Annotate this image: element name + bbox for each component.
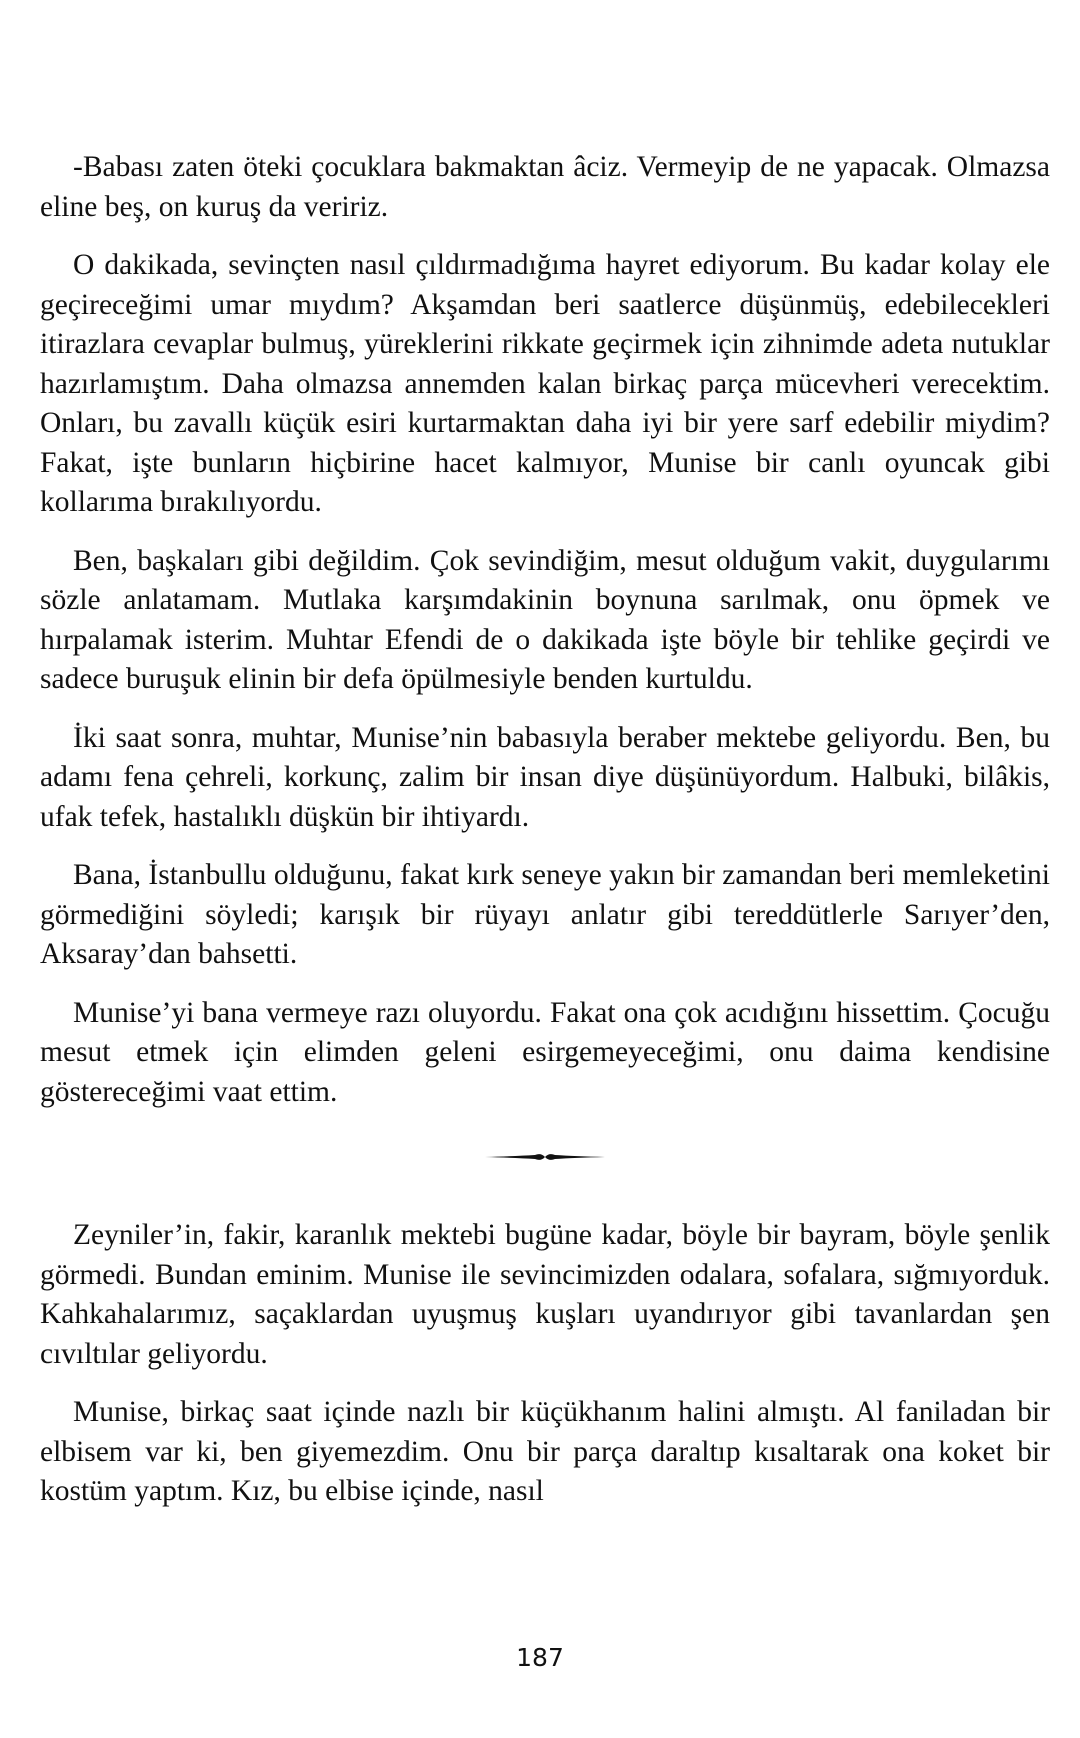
paragraph: -Babası zaten öteki çocuklara bakmaktan âciz. Vermeyip de ne yapacak. Olmazsa eline beş, on kuruş da veririz.: [40, 151, 1050, 223]
paragraph: Munise, birkaç saat içinde nazlı bir küçükhanım halini almıştı. Al faniladan bir elbisem var ki, ben giyemezdim. Onu bir parça daraltıp kısaltarak ona koket bir kostüm yaptım. Kız, bu elbise içinde, nasıl: [40, 1396, 1050, 1507]
page-number: 187: [516, 1643, 564, 1672]
paragraph: İki saat sonra, muhtar, Munise’nin babasıyla beraber mektebe geliyordu. Ben, bu adamı fena çehreli, korkunç, zalim bir insan diye düşünüyordum. Halbuki, bilâkis, ufak tefek, hastalıklı düşkün bir ihtiyardı.: [40, 721, 1050, 833]
section-divider-ornament: [485, 1150, 605, 1164]
book-page: [40, 148, 1050, 1531]
paragraph: O dakikada, sevinçten nasıl çıldırmadığıma hayret ediyorum. Bu kadar kolay ele geçireceğimi umar mıydım? Akşamdan beri saatlerce düşünmüş, edebilecekleri itirazlara cevaplar bulmuş, yüreklerini rikkate geçirmek için zihnimde adeta nutuklar hazırlamıştım. Daha olmazsa annemden kalan birkaç parça mücevheri verecektim. Onları, bu zavallı küçük esiri kurtarmaktan daha iyi bir yere sarf edebilir miydim? Fakat, işte bunların hiçbirine hacet kalmıyor, Munise bir canlı oyuncak gibi kollarıma bırakılıyordu.: [40, 249, 1050, 518]
paragraph: Ben, başkaları gibi değildim. Çok sevindiğim, mesut olduğum vakit, duygularımı sözle anlatamam. Mutlaka karşımdakinin boynuna sarılmak, onu öpmek ve hırpalamak isterim. Muhtar Efendi de o dakikada işte böyle bir tehlike geçirdi ve sadece buruşuk elinin bir defa öpülmesiyle benden kurtuldu.: [40, 544, 1050, 695]
paragraph: Munise’yi bana vermeye razı oluyordu. Fakat ona çok acıdığını hissettim. Çocuğu mesut etmek için elimden geleni esirgemeyeceğimi, onu daima kendisine göstereceğimi vaat ettim.: [40, 996, 1050, 1108]
paragraph: Bana, İstanbullu olduğunu, fakat kırk seneye yakın bir zamandan beri memleketini görmediğini söyledi; karışık bir rüyayı anlatır gibi tereddütlerle Sarıyer’den, Aksaray’dan bahsetti.: [40, 859, 1050, 970]
paragraph: Zeyniler’in, fakir, karanlık mektebi bugüne kadar, böyle bir bayram, böyle şenlik görmedi. Bundan eminim. Munise ile sevincimizden odalara, sofalara, sığmıyorduk. Kahkahalarımız, saçaklardan uyuşmuş kuşları uyandırıyor gibi tavanlardan şen cıvıltılar geliyordu.: [40, 1219, 1050, 1370]
